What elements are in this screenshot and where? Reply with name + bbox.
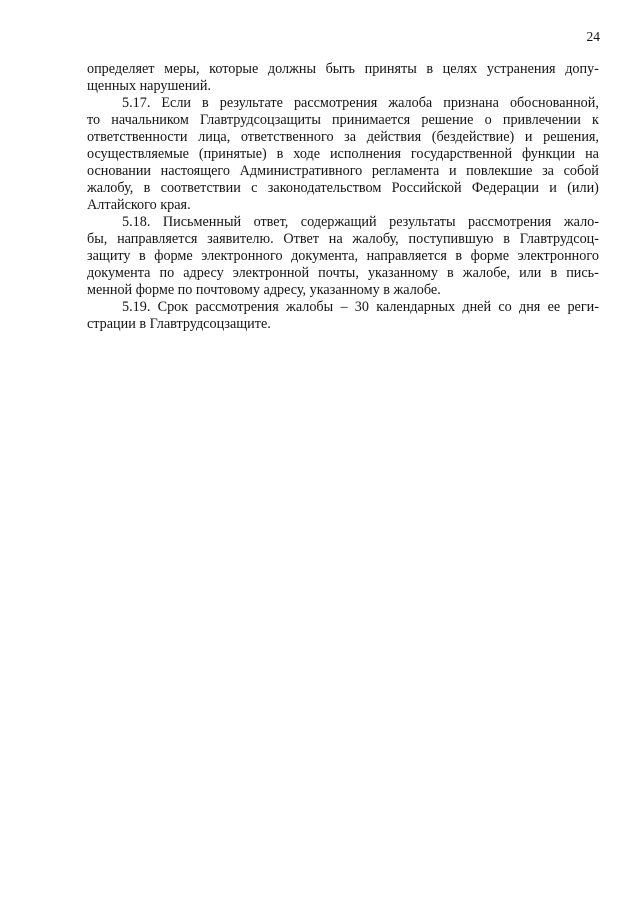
word: дней: [462, 299, 492, 315]
word: бы,: [87, 231, 108, 247]
word: ходе: [293, 146, 321, 162]
word: содержащий: [300, 214, 377, 230]
word: защиту: [87, 248, 131, 264]
word: устранения: [486, 61, 556, 77]
word: дня: [518, 299, 541, 315]
text-line: [87, 95, 599, 112]
body-text: [87, 61, 599, 333]
word: исполнения: [329, 146, 402, 162]
word: на: [585, 146, 599, 162]
word: результаты: [389, 214, 456, 230]
word: Российской: [391, 180, 462, 196]
text-line: Алтайского края.: [87, 197, 191, 213]
word: признана: [443, 95, 499, 111]
word: к: [592, 112, 599, 128]
word: результате: [219, 95, 283, 111]
word: которые: [209, 61, 259, 77]
word: с: [251, 180, 258, 196]
text-line: [87, 299, 599, 316]
word: поступившую: [408, 231, 494, 247]
word: настоящего: [160, 163, 230, 179]
text-line: менной форме по почтовому адресу, указанному в жалобе.: [87, 282, 441, 298]
word: Главтрудсоцзащиты: [200, 112, 321, 128]
word: (принятые): [198, 146, 267, 162]
word: и: [448, 163, 457, 179]
word: Административного: [239, 163, 363, 179]
word: жалоба: [388, 95, 433, 111]
word: основании: [87, 163, 152, 179]
word: указанному: [367, 265, 438, 281]
word: 5.18.: [122, 214, 151, 230]
word: Если: [161, 95, 192, 111]
word: ответственного: [240, 129, 334, 145]
word: Главтрудсоц-: [519, 231, 599, 247]
word: за: [344, 129, 357, 145]
word: электронной: [232, 265, 310, 281]
word: 5.19.: [122, 299, 151, 315]
word: Письменный: [162, 214, 242, 230]
word: 5.17.: [122, 95, 151, 111]
word: календарных: [376, 299, 456, 315]
word: регламента: [371, 163, 440, 179]
word: рассмотрения: [195, 299, 279, 315]
word: электронного: [201, 248, 283, 264]
text-line: [87, 265, 599, 282]
word: ее: [547, 299, 561, 315]
word: собой: [563, 163, 599, 179]
word: рассмотрения: [293, 95, 378, 111]
word: в: [139, 248, 146, 264]
word: государственной: [410, 146, 513, 162]
word: жалобу,: [87, 180, 134, 196]
word: быть: [325, 61, 356, 77]
word: Ответ: [283, 231, 319, 247]
word: 30: [354, 299, 369, 315]
word: жалобе,: [462, 265, 511, 281]
word: заявителю.: [207, 231, 274, 247]
word: жало-: [563, 214, 599, 230]
word: и: [549, 180, 557, 196]
word: в: [276, 146, 284, 162]
word: в: [143, 180, 151, 196]
page-number: 24: [586, 29, 600, 44]
word: привлечении: [502, 112, 581, 128]
text-line: [87, 112, 599, 129]
word: документа: [87, 265, 151, 281]
word: меры,: [164, 61, 200, 77]
word: определяет: [87, 61, 155, 77]
word: начальником: [111, 112, 189, 128]
text-line: [87, 248, 599, 265]
word: со: [498, 299, 512, 315]
word: целях: [442, 61, 478, 77]
word: электронного: [517, 248, 599, 264]
word: по: [159, 265, 175, 281]
text-line: [87, 129, 599, 146]
word: обоснованной,: [509, 95, 599, 111]
word: за: [542, 163, 554, 179]
word: в: [550, 265, 558, 281]
text-line: [87, 180, 599, 197]
word: и: [524, 129, 533, 145]
text-line: [87, 214, 599, 231]
text-line: щенных нарушений.: [87, 78, 212, 94]
word: то: [87, 112, 101, 128]
word: осуществляемые: [87, 146, 189, 162]
word: форме: [470, 248, 510, 264]
word: функции: [521, 146, 576, 162]
word: должны: [267, 61, 316, 77]
word: законодательством: [267, 180, 382, 196]
word: на: [328, 231, 343, 247]
word: Федерации: [471, 180, 539, 196]
word: направляется: [366, 248, 447, 264]
word: пись-: [566, 265, 599, 281]
text-line: [87, 163, 599, 180]
word: ответственности: [87, 129, 188, 145]
word: (или): [567, 180, 599, 196]
word: решения,: [543, 129, 599, 145]
word: принимается: [332, 112, 411, 128]
word: направляется: [117, 231, 198, 247]
word: (бездействие): [431, 129, 515, 145]
word: жалобы: [286, 299, 334, 315]
word: действия: [366, 129, 422, 145]
word: почты,: [318, 265, 359, 281]
word: форме: [154, 248, 193, 264]
word: ответ,: [253, 214, 289, 230]
word: повлекшие: [466, 163, 533, 179]
word: соответствии: [160, 180, 241, 196]
word: документа,: [291, 248, 359, 264]
word: адресу: [183, 265, 224, 281]
word: лица,: [198, 129, 231, 145]
word: приняты: [364, 61, 417, 77]
text-line: [87, 146, 599, 163]
word: Срок: [157, 299, 189, 315]
word: или: [519, 265, 542, 281]
word: о: [484, 112, 492, 128]
word: в: [447, 265, 454, 281]
word: в: [426, 61, 434, 77]
word: –: [340, 299, 348, 315]
word: рассмотрения: [467, 214, 552, 230]
word: в: [503, 231, 510, 247]
word: допу-: [565, 61, 599, 77]
word: жалобу,: [352, 231, 399, 247]
text-line: [87, 231, 599, 248]
text-line: страции в Главтрудсоцзащите.: [87, 316, 271, 332]
word: в: [202, 95, 209, 111]
word: в: [455, 248, 463, 264]
word: реги-: [567, 299, 599, 315]
word: решение: [421, 112, 474, 128]
text-line: [87, 61, 599, 78]
